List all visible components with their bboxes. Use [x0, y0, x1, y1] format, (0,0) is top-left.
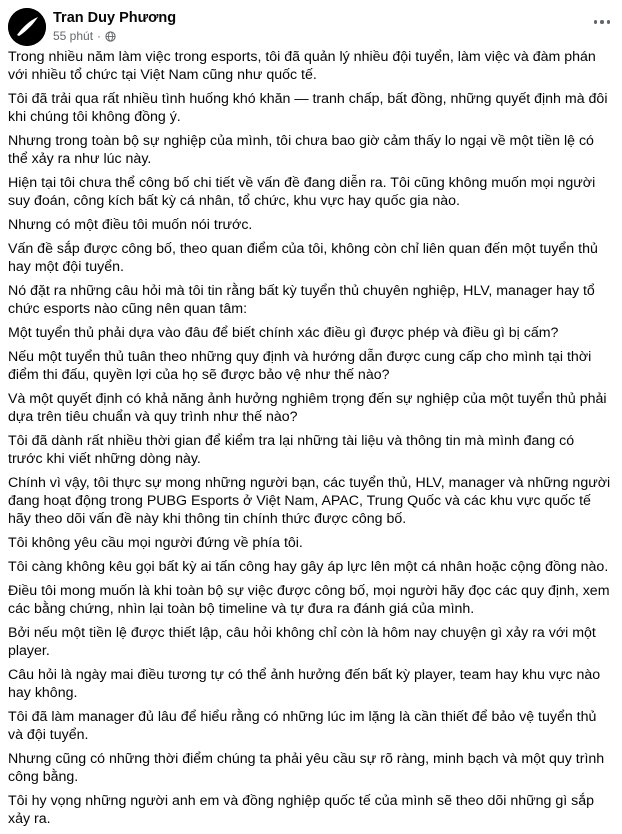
post-paragraph: Nhưng cũng có những thời điểm chúng ta phải yêu cầu sự rõ ràng, minh bạch và một quy trình công bằng.: [8, 751, 605, 785]
post-meta: [53, 29, 116, 43]
post-paragraph: Tôi đã làm manager đủ lâu để hiểu rằng có những lúc im lặng là cần thiết để bảo vệ tuyển thủ và đội tuyển.: [8, 709, 597, 743]
avatar-logo-icon: [8, 8, 46, 46]
meta-separator: ·: [97, 29, 102, 43]
more-dot-icon: [607, 20, 611, 24]
post-paragraph: Nhưng trong toàn bộ sự nghiệp của mình, tôi chưa bao giờ cảm thấy lo ngại về một tiền lệ có thể xảy ra như lúc này.: [8, 133, 594, 167]
author-name[interactable]: Tran Duy Phương: [53, 10, 177, 26]
more-dot-icon: [600, 20, 604, 24]
post-paragraph: Vấn đề sắp được công bố, theo quan điểm của tôi, không còn chỉ liên quan đến một tuyển thủ hay một đội tuyển.: [8, 241, 598, 275]
post-paragraph: Tôi càng không kêu gọi bất kỳ ai tấn công hay gây áp lực lên một cá nhân hoặc cộng đồng nào.: [8, 559, 609, 575]
more-options-button[interactable]: [590, 14, 614, 30]
post-paragraph: Tôi đã trải qua rất nhiều tình huống khó khăn — tranh chấp, bất đồng, những quyết định mà đôi khi chúng tôi không đồng ý.: [8, 91, 608, 125]
post-paragraph: Nhưng có một điều tôi muốn nói trước.: [8, 217, 253, 233]
post-header: [8, 8, 614, 44]
post-paragraph: Tôi không yêu cầu mọi người đứng về phía tôi.: [8, 535, 303, 551]
post-paragraph: Tôi hy vọng những người anh em và đồng nghiệp quốc tế của mình sẽ theo dõi những gì sắp xảy ra.: [8, 793, 594, 827]
post-paragraph: Tôi đã dành rất nhiều thời gian để kiểm tra lại những tài liệu và thông tin mà mình đang có trước khi viết những dòng này.: [8, 433, 575, 467]
post-paragraph: Và một quyết định có khả năng ảnh hưởng nghiêm trọng đến sự nghiệp của một tuyển thủ phải dựa trên tiêu chuẩn và quy trình như thế nào?: [8, 391, 607, 425]
post-paragraph: Câu hỏi là ngày mai điều tương tự có thể ảnh hưởng đến bất kỳ player, team hay khu vực nào hay không.: [8, 667, 601, 701]
more-dot-icon: [594, 20, 598, 24]
post-paragraph: Chính vì vậy, tôi thực sự mong những người bạn, các tuyển thủ, HLV, manager và những người đang hoạt động trong PUBG Esports ở Việt Nam, APAC, Trung Quốc và các khu vực quốc tế hãy theo dõi vấn đề này khi thông tin chính thức được công bố.: [8, 475, 611, 527]
post-paragraph: Hiện tại tôi chưa thể công bố chi tiết về vấn đề đang diễn ra. Tôi cũng không muốn mọi người suy đoán, công kích bất kỳ cá nhân, tổ chức, khu vực hay quốc gia nào.: [8, 175, 596, 209]
globe-icon: [105, 31, 116, 42]
post-paragraph: Nó đặt ra những câu hỏi mà tôi tin rằng bất kỳ tuyển thủ chuyên nghiệp, HLV, manager hay tổ chức esports nào cũng nên quan tâm:: [8, 283, 595, 317]
post-paragraph: Điều tôi mong muốn là khi toàn bộ sự việc được công bố, mọi người hãy đọc các quy định, xem các bằng chứng, nhìn lại toàn bộ timeline và tự đưa ra đánh giá của mình.: [8, 583, 610, 617]
avatar[interactable]: [8, 8, 46, 46]
post-paragraph: Bởi nếu một tiền lệ được thiết lập, câu hỏi không chỉ còn là hôm nay chuyện gì xảy ra với một player.: [8, 625, 596, 659]
post-paragraph: Nếu một tuyển thủ tuân theo những quy định và hướng dẫn được cung cấp cho mình tại thời điểm thi đấu, quyền lợi của họ sẽ được bảo vệ như thế nào?: [8, 349, 592, 383]
post-body: [8, 48, 612, 834]
post-time[interactable]: 55 phút: [53, 29, 94, 43]
post-paragraph: Trong nhiều năm làm việc trong esports, tôi đã quản lý nhiều đội tuyển, làm việc và đàm phán với nhiều tổ chức tại Việt Nam cũng như quốc tế.: [8, 49, 596, 83]
post-paragraph: Một tuyển thủ phải dựa vào đâu để biết chính xác điều gì được phép và điều gì bị cấm?: [8, 325, 559, 341]
